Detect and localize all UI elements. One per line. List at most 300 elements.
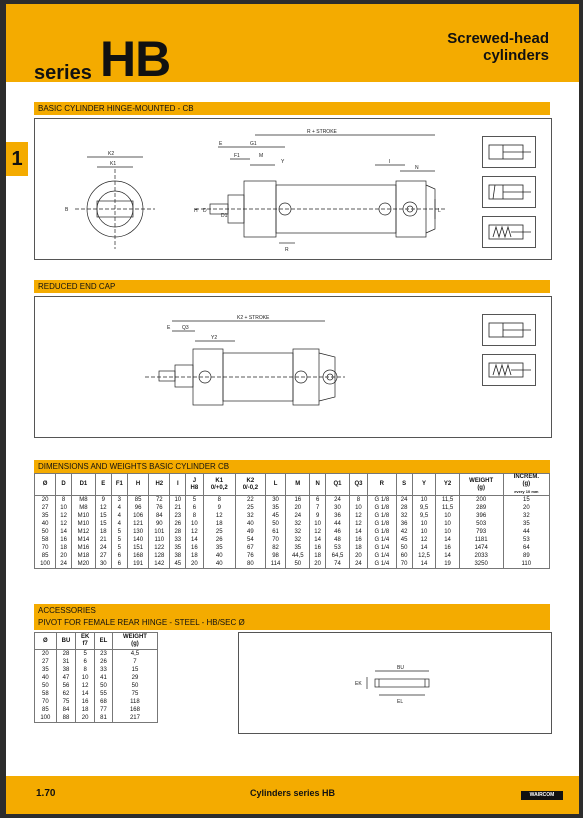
column-header-label: BU <box>61 637 71 644</box>
increm-note: every 10 mm <box>514 489 539 494</box>
table-row <box>35 504 550 512</box>
table-cell: 81 <box>95 714 113 723</box>
drawing-label-d: D <box>203 208 207 214</box>
table-cell: 27 <box>35 504 56 512</box>
table-cell: 42 <box>396 528 412 536</box>
table-cell: 5 <box>76 650 95 659</box>
table-header-row <box>35 633 158 650</box>
table-cell: 67 <box>235 544 265 552</box>
table-cell: 16 <box>56 536 72 544</box>
table-cell: 24 <box>396 496 412 505</box>
table-header-row <box>35 474 550 496</box>
table-cell: 25 <box>203 528 235 536</box>
column-header <box>503 474 549 496</box>
table-cell: 6 <box>111 560 127 569</box>
column-header <box>396 474 412 496</box>
footer-title: Cylinders series HB <box>249 788 336 798</box>
table-cell: 40 <box>35 520 56 528</box>
table-cell: 76 <box>149 504 170 512</box>
column-header <box>310 474 326 496</box>
table-cell: 35 <box>170 544 186 552</box>
table-cell: 28 <box>396 504 412 512</box>
column-header-label: WEIGHT <box>469 477 494 484</box>
column-header-sublabel: f7 <box>82 641 88 647</box>
table-cell: 100 <box>35 560 56 569</box>
table-cell: 20 <box>76 714 95 723</box>
table-cell: 70 <box>265 536 286 544</box>
table-cell: 74 <box>326 560 350 569</box>
drawing-label-k2: K2 <box>108 151 115 157</box>
table-cell: 30 <box>95 560 111 569</box>
table-cell: 18 <box>203 520 235 528</box>
table-cell: G 1/4 <box>367 544 396 552</box>
table-cell: 6 <box>186 504 203 512</box>
table-cell: 14 <box>186 536 203 544</box>
table-row <box>35 682 158 690</box>
footer-band <box>6 776 579 814</box>
table-cell: 12 <box>186 528 203 536</box>
table-cell: 289 <box>459 504 503 512</box>
column-header-label: D <box>61 481 66 487</box>
drawing-label-m: M <box>259 153 264 159</box>
drawing-label-b: B <box>65 207 69 213</box>
column-header <box>349 474 367 496</box>
table-cell: 106 <box>127 512 148 520</box>
table-cell: 14 <box>412 560 436 569</box>
drawing-label-r: R <box>285 247 289 253</box>
table-cell: G 1/4 <box>367 552 396 560</box>
table-cell: 40 <box>35 674 57 682</box>
table-cell: M8 <box>71 496 95 505</box>
table-cell: 89 <box>503 552 549 560</box>
table-cell: 49 <box>235 528 265 536</box>
table-cell: 11,5 <box>436 496 459 505</box>
column-header-label: N <box>315 481 320 487</box>
table-cell: 21 <box>95 536 111 544</box>
table-row <box>35 674 158 682</box>
table-cell: 8 <box>349 496 367 505</box>
table-cell: 20 <box>35 496 56 505</box>
table-cell: 7 <box>310 504 326 512</box>
column-header-label: Q1 <box>333 481 342 487</box>
table-cell: 29 <box>112 674 157 682</box>
table-cell: 55 <box>95 690 113 698</box>
table-cell: 16 <box>286 496 310 505</box>
table-cell: 35 <box>203 544 235 552</box>
table-cell: 128 <box>149 552 170 560</box>
table-cell: M10 <box>71 512 95 520</box>
table-cell: 19 <box>436 560 459 569</box>
table-cell: 1181 <box>459 536 503 544</box>
drawing-label-k1: K1 <box>110 161 117 167</box>
column-header-label: WEIGHT <box>122 634 147 640</box>
table-cell: 64 <box>503 544 549 552</box>
table-cell: 20 <box>349 552 367 560</box>
table-cell: 168 <box>112 706 157 714</box>
table-cell: 45 <box>265 512 286 520</box>
table-cell: 24 <box>286 512 310 520</box>
column-header <box>111 474 127 496</box>
table-row <box>35 520 550 528</box>
drawing-label-r-stroke: R + STROKE <box>307 129 337 135</box>
column-header-label: Ø <box>42 481 48 487</box>
spring-cylinder-icon <box>483 355 535 385</box>
column-header-label: L <box>273 481 278 487</box>
table-cell: 68 <box>95 698 113 706</box>
table-cell: 32 <box>235 512 265 520</box>
table-cell: 45 <box>396 536 412 544</box>
brand-logo-text: WAIRCOM <box>521 791 563 800</box>
table-cell: 6 <box>310 496 326 505</box>
table-cell: 41 <box>95 674 113 682</box>
table-cell: 140 <box>127 536 148 544</box>
table-cell: 12 <box>310 528 326 536</box>
table-cell: 20 <box>286 504 310 512</box>
table-cell: M14 <box>71 536 95 544</box>
table-cell: 8 <box>56 496 72 505</box>
table-cell: 96 <box>127 504 148 512</box>
table-cell: 12 <box>203 512 235 520</box>
table-cell: M20 <box>71 560 95 569</box>
table-cell: 28 <box>56 650 75 659</box>
column-header-label: D1 <box>79 481 88 487</box>
table-cell: 110 <box>503 560 549 569</box>
table-cell: 15 <box>112 666 157 674</box>
table-cell: 15 <box>503 496 549 505</box>
table-cell: 4,5 <box>112 650 157 659</box>
table-cell: 3250 <box>459 560 503 569</box>
table-cell: 793 <box>459 528 503 536</box>
table-row <box>35 528 550 536</box>
column-header-label: H2 <box>155 481 164 487</box>
table-cell: 44 <box>326 520 350 528</box>
table-cell: 22 <box>235 496 265 505</box>
table-row <box>35 698 158 706</box>
drawing-reduced <box>34 296 552 438</box>
table-row <box>35 496 550 505</box>
table-cell: 35 <box>35 512 56 520</box>
table-cell: 16 <box>186 544 203 552</box>
table-cell: 75 <box>112 690 157 698</box>
table-cell: 33 <box>170 536 186 544</box>
table-row <box>35 706 158 714</box>
table-cell: 48 <box>326 536 350 544</box>
drawing-label-k2-stroke: K2 + STROKE <box>237 315 270 321</box>
column-header <box>170 474 186 496</box>
page-title-line2: cylinders <box>483 47 549 64</box>
drawing-label-el: EL <box>397 699 404 705</box>
table-cell: 16 <box>349 536 367 544</box>
table-cell: 8 <box>76 666 95 674</box>
column-header <box>235 474 265 496</box>
table-cell: 10 <box>349 504 367 512</box>
table-cell: 20 <box>310 560 326 569</box>
header-band <box>6 4 579 87</box>
section-bar-dimensions: DIMENSIONS AND WEIGHTS BASIC CYLINDER CB <box>34 460 550 473</box>
table-cell: 70 <box>35 698 57 706</box>
table-cell: 40 <box>203 560 235 569</box>
table-row <box>35 560 550 569</box>
table-cell: 30 <box>326 504 350 512</box>
table-cell: 28 <box>170 528 186 536</box>
mounting-icon-3 <box>482 216 536 248</box>
table-cell: 100 <box>35 714 57 723</box>
mounting-icon-1 <box>482 136 536 168</box>
column-header <box>127 474 148 496</box>
table-cell: 10 <box>310 520 326 528</box>
page-title-line1: Screwed-head <box>447 30 549 47</box>
column-header <box>112 633 157 650</box>
column-header-label: J <box>192 477 197 484</box>
table-cell: 40 <box>235 520 265 528</box>
table-cell: 27 <box>95 552 111 560</box>
table-cell: 200 <box>459 496 503 505</box>
column-header-label: M <box>295 481 301 487</box>
column-header <box>203 474 235 496</box>
cylinder-schematic-icon <box>483 177 535 207</box>
table-cell: 50 <box>35 528 56 536</box>
table-cell: 50 <box>95 682 113 690</box>
column-header <box>56 474 72 496</box>
drawing-label-n: N <box>415 165 419 171</box>
column-header-sublabel: H8 <box>190 484 199 491</box>
table-cell: 61 <box>265 528 286 536</box>
column-header <box>71 474 95 496</box>
column-header-label: I <box>176 481 179 487</box>
table-cell: M18 <box>71 552 95 560</box>
table-cell: 35 <box>286 544 310 552</box>
table-cell: 9,5 <box>412 504 436 512</box>
table-cell: 151 <box>127 544 148 552</box>
table-cell: 9,5 <box>412 512 436 520</box>
table-cell: 20 <box>35 650 57 659</box>
column-header <box>149 474 170 496</box>
table-cell: 70 <box>396 560 412 569</box>
table-cell: 10 <box>56 504 72 512</box>
mounting-icon-2 <box>482 176 536 208</box>
table-row <box>35 658 158 666</box>
table-cell: 14 <box>310 536 326 544</box>
column-header <box>436 474 459 496</box>
table-cell: 20 <box>56 552 72 560</box>
table-cell: 77 <box>95 706 113 714</box>
table-cell: 10 <box>412 496 436 505</box>
table-row <box>35 536 550 544</box>
table-cell: 38 <box>170 552 186 560</box>
table-cell: 5 <box>186 496 203 505</box>
table-cell: 20 <box>503 504 549 512</box>
table-cell: 31 <box>56 658 75 666</box>
table-cell: 396 <box>459 512 503 520</box>
drawing-label-y: Y <box>281 159 285 165</box>
column-header-sublabel: (g) <box>522 481 531 487</box>
table-cell: 24 <box>326 496 350 505</box>
column-header <box>95 474 111 496</box>
drawing-label-f1: F1 <box>234 153 240 159</box>
table-cell: 12 <box>349 520 367 528</box>
column-header-label: K2 <box>246 477 255 484</box>
table-cell: 121 <box>127 520 148 528</box>
table-cell: 7 <box>112 658 157 666</box>
table-row <box>35 544 550 552</box>
table-cell: 50 <box>286 560 310 569</box>
table-cell: 35 <box>35 666 57 674</box>
table-cell: 46 <box>326 528 350 536</box>
section-bar-reduced: REDUCED END CAP <box>34 280 550 293</box>
column-header <box>56 633 75 650</box>
table-cell: 54 <box>235 536 265 544</box>
column-header-sublabel: (g) <box>131 641 139 647</box>
table-cell: 53 <box>503 536 549 544</box>
table-cell: 25 <box>235 504 265 512</box>
table-cell: 10 <box>436 528 459 536</box>
table-cell: 18 <box>186 552 203 560</box>
drawing-label-ek: EK <box>355 681 362 687</box>
table-cell: 50 <box>35 682 57 690</box>
table-cell: 72 <box>149 496 170 505</box>
table-cell: 24 <box>95 544 111 552</box>
table-cell: M8 <box>71 504 95 512</box>
table-cell: 56 <box>56 682 75 690</box>
table-cell: 3 <box>111 496 127 505</box>
table-cell: 1474 <box>459 544 503 552</box>
table-cell: 9 <box>203 504 235 512</box>
table-cell: 62 <box>56 690 75 698</box>
table-cell: 18 <box>349 544 367 552</box>
table-cell: 10 <box>412 528 436 536</box>
table-cell: 5 <box>111 544 127 552</box>
table-cell: 45 <box>170 560 186 569</box>
table-cell: 15 <box>95 512 111 520</box>
drawing-label-bu: BU <box>397 665 404 671</box>
table-cell: 40 <box>203 552 235 560</box>
column-header-label: Y2 <box>443 481 452 487</box>
table-cell: 8 <box>203 496 235 505</box>
table-cell: 14 <box>436 536 459 544</box>
table-cell: 10 <box>436 520 459 528</box>
drawing-label-y2: Y2 <box>211 335 218 341</box>
cylinder-drawing-basic <box>35 119 551 259</box>
chapter-tab: 1 <box>6 142 28 176</box>
table-cell: 50 <box>112 682 157 690</box>
table-cell: 58 <box>35 690 57 698</box>
column-header-label: F1 <box>115 481 123 487</box>
column-header <box>186 474 203 496</box>
table-cell: 36 <box>326 512 350 520</box>
table-cell: 64,5 <box>326 552 350 560</box>
table-cell: 10 <box>412 520 436 528</box>
table-cell: 85 <box>35 552 56 560</box>
column-header <box>326 474 350 496</box>
mounting-icon-4 <box>482 314 536 346</box>
table-cell: 9 <box>310 512 326 520</box>
table-cell: G 1/8 <box>367 496 396 505</box>
table-cell: 30 <box>265 496 286 505</box>
column-header <box>76 633 95 650</box>
table-cell: 32 <box>286 536 310 544</box>
table-cell: 4 <box>111 520 127 528</box>
series-code: HB <box>100 31 171 87</box>
table-cell: 15 <box>95 520 111 528</box>
table-cell: 2033 <box>459 552 503 560</box>
table-cell: 70 <box>35 544 56 552</box>
accessories-subtitle: PIVOT FOR FEMALE REAR HINGE - STEEL - HB/SEC Ø <box>38 618 245 627</box>
drawing-label-d1: D1 <box>221 213 228 219</box>
table-cell: 90 <box>149 520 170 528</box>
catalog-page <box>6 4 579 814</box>
column-header <box>35 474 56 496</box>
column-header-label: Y <box>421 481 426 487</box>
drawing-label-q3: Q3 <box>182 325 189 331</box>
table-cell: 14 <box>412 544 436 552</box>
table-body <box>35 650 158 723</box>
table-cell: 98 <box>265 552 286 560</box>
table-cell: 35 <box>265 504 286 512</box>
table-cell: 76 <box>235 552 265 560</box>
cylinder-schematic-icon <box>483 315 535 345</box>
column-header <box>95 633 113 650</box>
column-header-label: Ø <box>43 637 48 644</box>
table-row <box>35 650 158 659</box>
column-header <box>35 633 57 650</box>
cylinder-drawing-reduced <box>35 297 551 437</box>
column-header-sublabel: 0/+0,2 <box>210 484 228 491</box>
table-cell: 11,5 <box>436 504 459 512</box>
table-cell: M10 <box>71 520 95 528</box>
table-cell: 84 <box>149 512 170 520</box>
table-cell: 6 <box>111 552 127 560</box>
spring-cylinder-icon <box>483 217 535 247</box>
column-header-label: S <box>402 481 407 487</box>
column-header-label: Q3 <box>354 481 363 487</box>
table-cell: 18 <box>95 528 111 536</box>
table-cell: 14 <box>349 528 367 536</box>
drawing-basic <box>34 118 552 260</box>
table-cell: 12,5 <box>412 552 436 560</box>
table-cell: 32 <box>503 512 549 520</box>
table-cell: 35 <box>503 520 549 528</box>
table-body <box>35 496 550 569</box>
table-row <box>35 666 158 674</box>
column-header-sublabel: 0/-0,2 <box>242 484 259 491</box>
table-cell: 53 <box>326 544 350 552</box>
section-bar-accessories <box>34 604 550 630</box>
table-cell: 12 <box>76 682 95 690</box>
table-cell: 503 <box>459 520 503 528</box>
drawing-label-e: E <box>219 141 223 147</box>
table-cell: 50 <box>396 544 412 552</box>
table-cell: 118 <box>112 698 157 706</box>
table-cell: 47 <box>56 674 75 682</box>
series-prefix: series <box>34 62 92 84</box>
table-cell: 142 <box>149 560 170 569</box>
table-cell: M12 <box>71 528 95 536</box>
table-row <box>35 512 550 520</box>
table-cell: 32 <box>396 512 412 520</box>
accessories-title: ACCESSORIES <box>38 606 96 615</box>
table-cell: 217 <box>112 714 157 723</box>
table-cell: M16 <box>71 544 95 552</box>
table-cell: 14 <box>436 552 459 560</box>
table-cell: 10 <box>76 674 95 682</box>
column-header <box>265 474 286 496</box>
mounting-icon-5 <box>482 354 536 386</box>
table-cell: 168 <box>127 552 148 560</box>
table-cell: 10 <box>436 512 459 520</box>
table-cell: G 1/8 <box>367 504 396 512</box>
table-cell: 18 <box>56 544 72 552</box>
table-cell: 26 <box>170 520 186 528</box>
